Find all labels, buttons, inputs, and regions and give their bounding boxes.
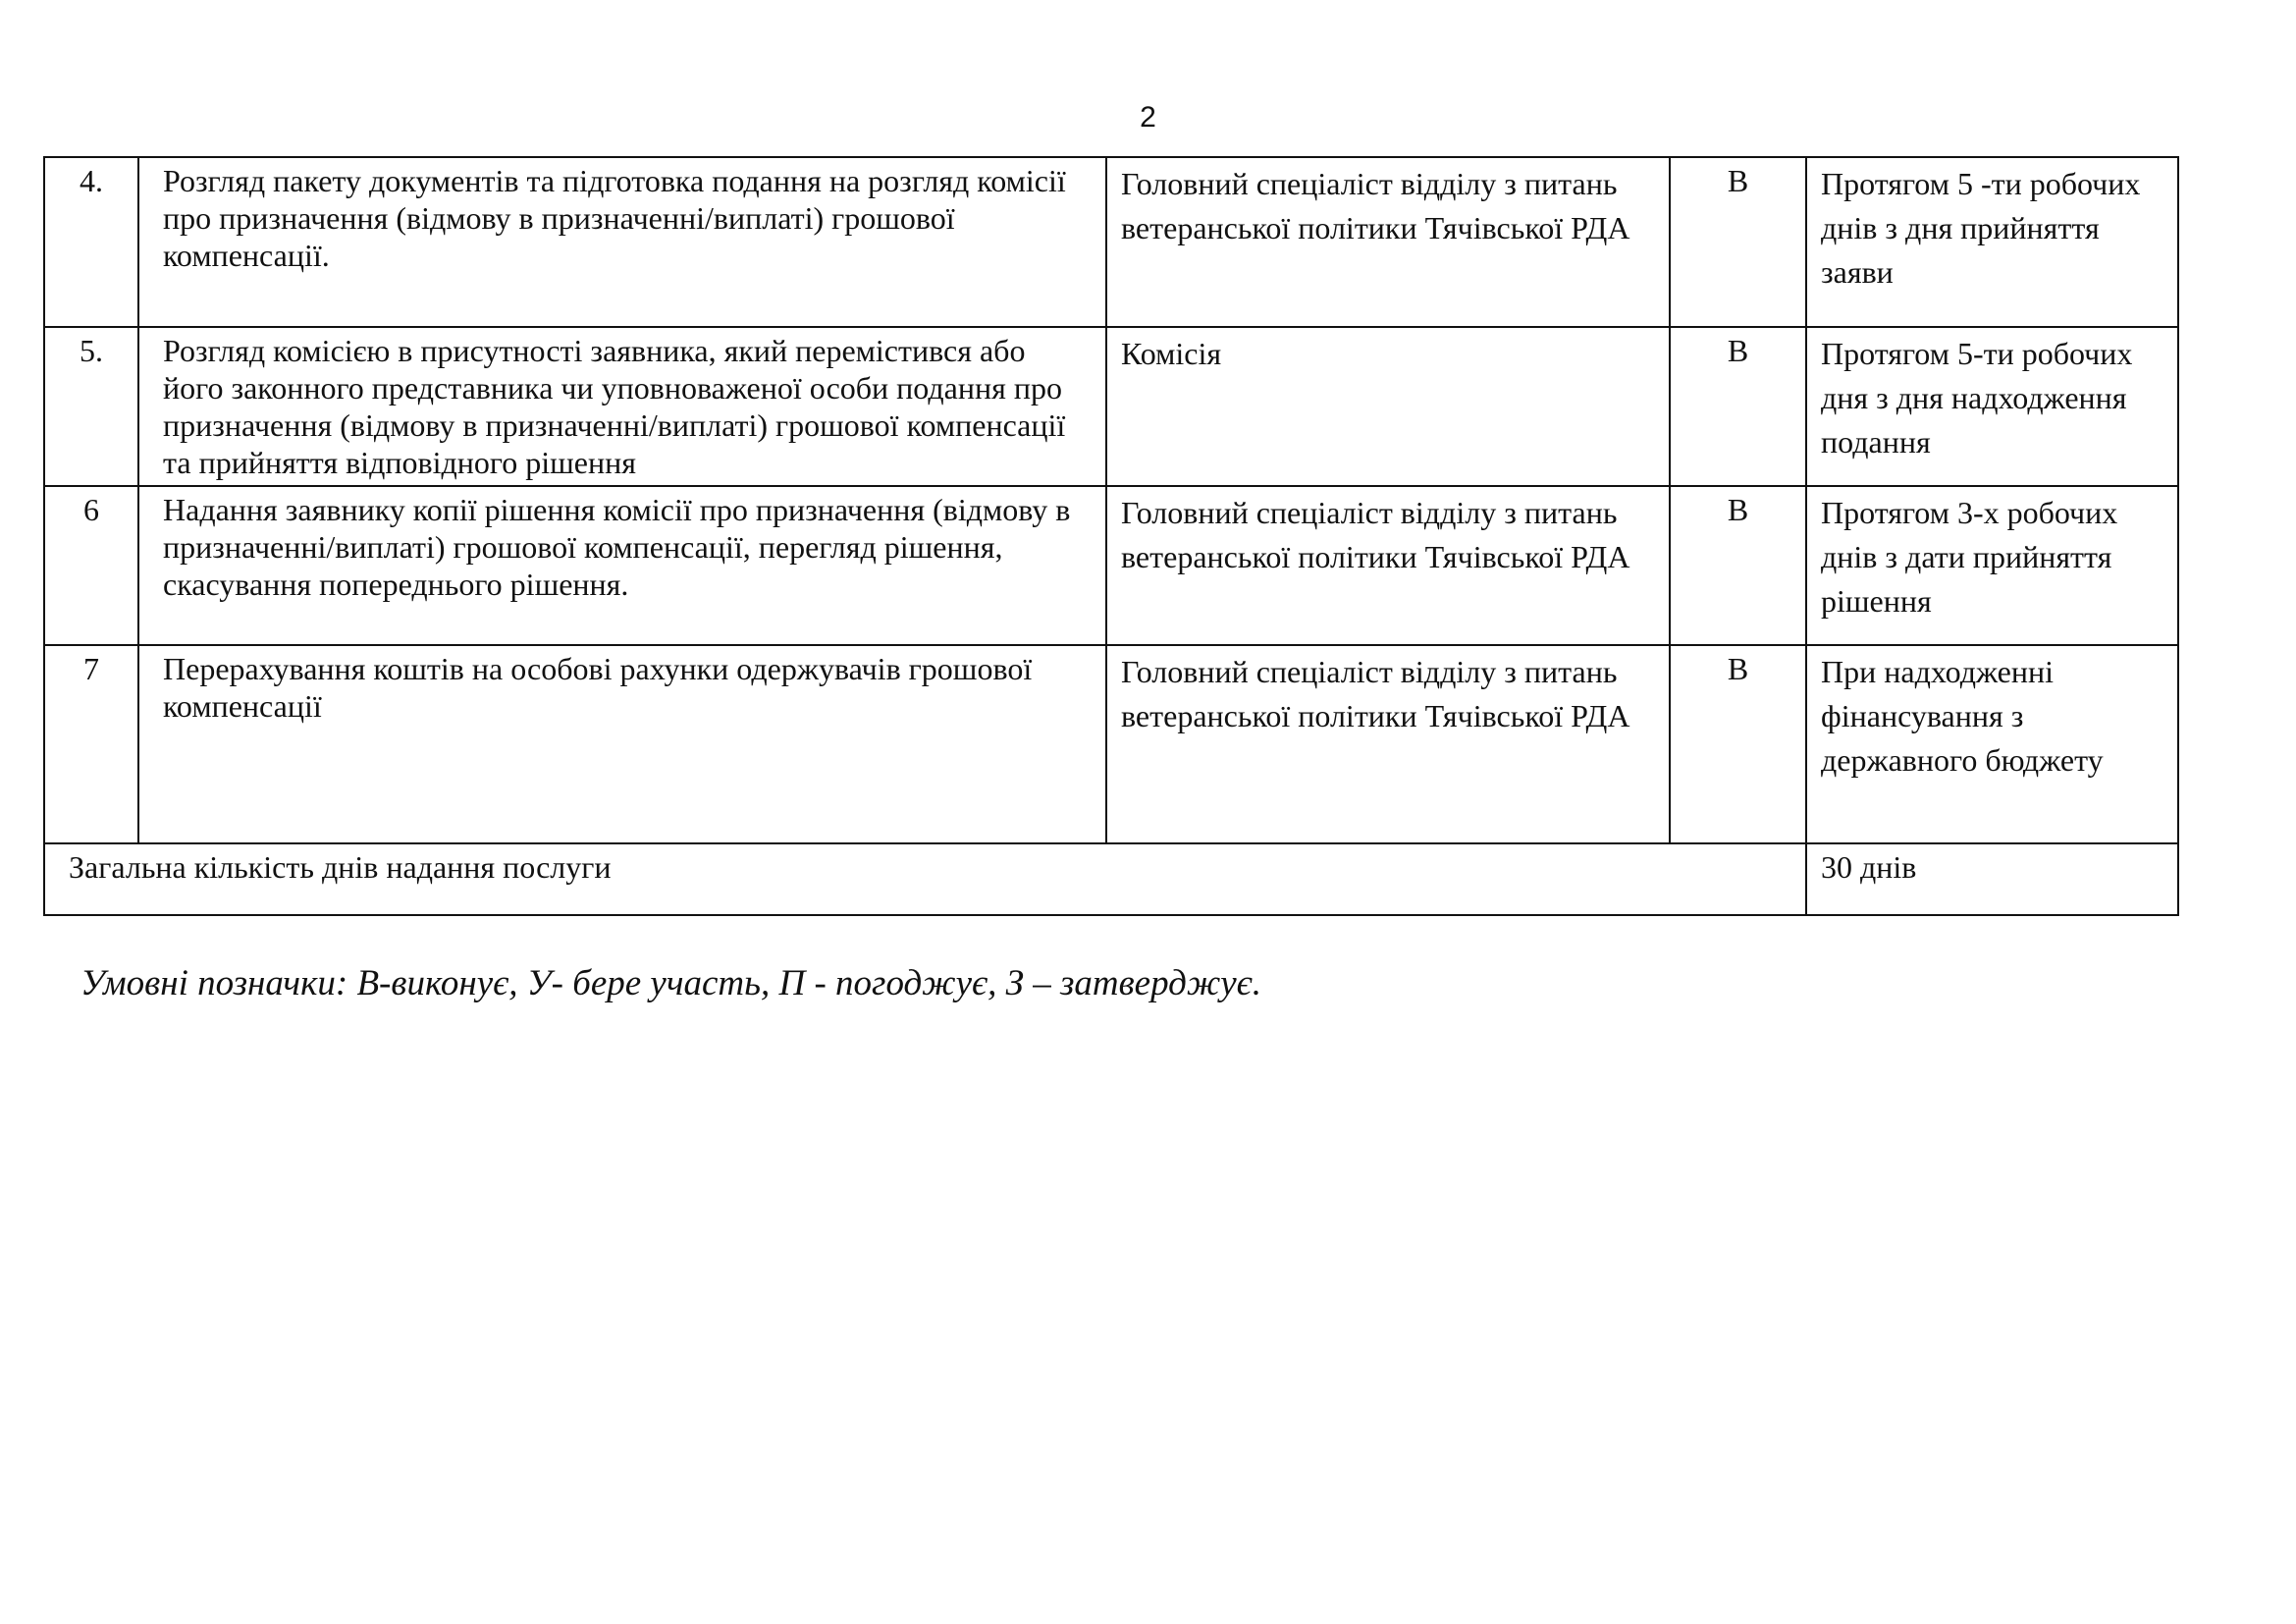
table-row — [44, 157, 2178, 327]
execution-term: Протягом 3-х робочих днів з дати прийняття рішення — [1806, 486, 2178, 645]
action-code: В — [1670, 486, 1806, 645]
stage-description: Розгляд пакету документів та підготовка подання на розгляд комісії про призначення (відмову в призначенні/виплаті) грошової компенсації. — [138, 157, 1106, 327]
total-value: 30 днів — [1806, 843, 2178, 915]
action-code: В — [1670, 327, 1806, 486]
stage-description: Розгляд комісією в присутності заявника, який перемістився або його законного представника чи уповноваженої особи подання про призначення (відмову в призначенні/виплаті) грошової компенсації та прийняття відповідного рішення — [138, 327, 1106, 486]
execution-term: Протягом 5 -ти робочих днів з дня прийняття заяви — [1806, 157, 2178, 327]
stage-description: Перерахування коштів на особові рахунки одержувачів грошової компенсації — [138, 645, 1106, 843]
action-code: В — [1670, 645, 1806, 843]
table-row — [44, 645, 2178, 843]
responsible-party: Головний спеціаліст відділу з питань ветеранської політики Тячівської РДА — [1106, 486, 1670, 645]
legend-note: Умовні позначки: В-виконує, У- бере участь, П - погоджує, З – затверджує. — [80, 963, 1262, 1003]
responsible-party: Комісія — [1106, 327, 1670, 486]
responsible-party: Головний спеціаліст відділу з питань ветеранської політики Тячівської РДА — [1106, 157, 1670, 327]
table-row — [44, 327, 2178, 486]
table-row — [44, 486, 2178, 645]
row-number: 7 — [44, 645, 138, 843]
stage-description: Надання заявнику копії рішення комісії про призначення (відмову в призначенні/виплаті) грошової компенсації, перегляд рішення, скасування попереднього рішення. — [138, 486, 1106, 645]
row-number: 6 — [44, 486, 138, 645]
page-number: 2 — [1140, 101, 1156, 134]
row-number: 4. — [44, 157, 138, 327]
row-number: 5. — [44, 327, 138, 486]
total-label: Загальна кількість днів надання послуги — [44, 843, 1806, 915]
process-table — [43, 156, 2179, 916]
total-row — [44, 843, 2178, 915]
execution-term: Протягом 5-ти робочих дня з дня надходження подання — [1806, 327, 2178, 486]
responsible-party: Головний спеціаліст відділу з питань ветеранської політики Тячівської РДА — [1106, 645, 1670, 843]
execution-term: При надходженні фінансування з державного бюджету — [1806, 645, 2178, 843]
action-code: В — [1670, 157, 1806, 327]
